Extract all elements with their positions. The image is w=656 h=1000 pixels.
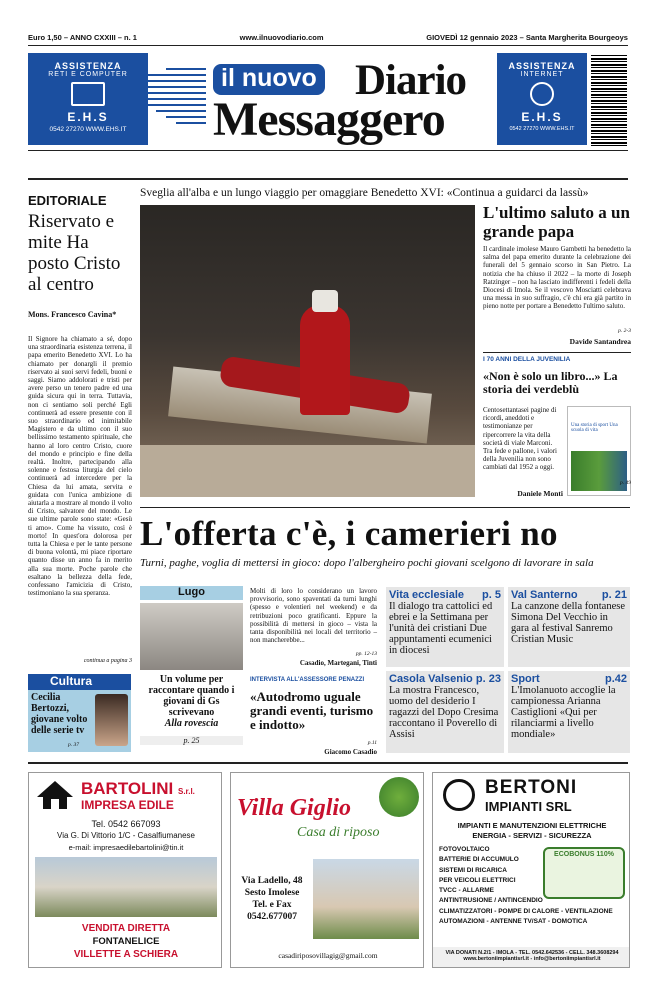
autodromo-author: Giacomo Casadio [324,748,377,756]
flower-icon [379,777,419,817]
service-item: FOTOVOLTAICO [439,846,490,853]
ad-tel: 0542.677007 [247,912,297,922]
top-story-body: Il cardinale imolese Mauro Gambetti ha benedetto la salma del papa emerito durante la celebrazione dei funerali del 5 gennaio scorso in San Pietro. La notizia che ha chiuso il 2022 – la morte di Joseph Ratzinger – non ha lasciato indifferenti i fedeli della Diocesi di Imola. Se il vescovo Mosciatti celebrava una messa in suo suffragio, c'è chi era già partito in pieno notte per portare a Benedetto l'ultimo saluto. [483,245,631,311]
box-val-santerno[interactable] [508,587,630,667]
ad-name: BERTONI [485,777,578,798]
juvenilia-kicker: I 70 ANNI DELLA JUVENILIA [483,356,571,363]
box-text: La mostra Francesco, uomo del desiderio I ragazzi del Dopo Cresima raccontano il Poverello di Assisi [389,685,499,740]
main-story-authors: Casadio, Martegani, Tinti [299,659,377,667]
barcode [591,55,627,147]
page-ref: p. 37 [68,742,79,748]
box-section: Val Santerno [511,589,578,601]
cultura-label: Cultura [28,674,131,690]
box-text: L'Imolanuoto accoglie la campionessa Arianna Castiglioni «Qui per rilanciarmi a livello mondiale» [511,685,616,740]
page-ref: p. 25 [140,736,243,745]
ad-place: FONTANELICE [92,936,160,947]
editoriale-author: Mons. Francesco Cavina* [28,310,117,319]
ad-title: ASSISTENZA [54,61,122,71]
service-item: AUTOMAZIONI - ANTENNE TV/SAT - DOMOTICA [439,918,588,926]
ehs-ad-right[interactable] [497,53,587,145]
box-section: Vita ecclesiale [389,589,465,601]
ad-subtitle: INTERNET [520,71,564,78]
divider [28,150,628,151]
editoriale-label: EDITORIALE [28,193,107,208]
top-story-author: Davide Santandrea [569,337,631,346]
box-section: Casola Valsenio [389,673,473,685]
ad-email[interactable]: casadiriposovillagig@gmail.com [278,951,378,960]
ad-name: Villa Giglio [237,795,352,821]
user-icon [530,82,554,106]
divider [28,45,628,46]
ad-tel: Tel. 0542 667093 [91,819,161,829]
box-section: Sport [511,673,540,685]
service-item: CLIMATIZZATORI - POMPE DI CALORE - VENTILAZIONE [439,907,613,915]
editoriale-title[interactable]: Riservato e mite Ha posto Cristo al centro [28,211,121,295]
masthead-diario: Diario [355,57,467,104]
main-subheadline: Turni, paghe, voglia di mettersi in gioco: dopo l'albergheiro pochi giovani scelgono di lavorare in sala [140,557,594,569]
page-ref: p. 2-3 [618,328,631,334]
ad-bertoni[interactable] [432,772,630,968]
ad-sub: IMPIANTI SRL [485,799,572,814]
editoriale-body: Il Signore ha chiamato a sé, dopo una straordinaria esistenza terrena, il papa emerito Benedetto XVI. Lo ha chiamato per donargli il premio riservato ai suoi servi fedeli, buoni e saggi. Siamo addolorati e tristi per avere perso un tenero padre ed una guida sicura qui in terra. Tuttavia, non ci sentiamo soli perché Egli continuerà ad essere presente con il suo straordinario ed inimitabile Magistero e da ultimo con il suo bellissimo testamento spirituale, che hanno al loro centro Cristo, cuore del mondo e principio e fine della realtà. Inoltre, partecipando alla solenne e festosa liturgia del cielo continuerà ad intercedere per la Chiesa da lui amata, servita e guidata con l'unica ambizione di aiutarla a mostrare al mondo il volto di Cristo, salvatore del mondo. Le sue ultime parole sono state: «Gesù ti amo». Come ha vissuto, così è morto! In quest'ora dolorosa per tutta la Chiesa e per le tante persone di buona volontà, mi piace riportare quanto disse un anno fa in merito alla sua morte. Poche parole che esaltano la bellezza della fede, confessano l'amicizia di Cristo, testimoniano la sua speranza. [28,335,132,598]
ad-villas: VILLETTE A SCHIERA [73,949,179,960]
ad-line: IMPIANTI E MANUTENZIONI ELETTRICHE [457,821,607,830]
addr-line: Sesto Imolese [244,888,300,898]
houses-photo [35,857,217,917]
date: GIOVEDÌ 12 gennaio 2023 – Santa Margherita Bourgeoys [426,33,628,42]
box-sport[interactable] [508,671,630,753]
divider [140,507,630,508]
ad-footer [433,947,630,968]
ad-sub: Casa di riposo [297,825,380,840]
box-page: p. 5 [482,589,501,601]
service-item: SISTEMI DI RICARICA [439,866,507,874]
page-ref: p. 49 [620,480,631,486]
lugo-title-italic: Alla rovescia [164,718,219,729]
juvenilia-title[interactable]: «Non è solo un libro...» La storia dei verdeblù [483,369,618,396]
box-text: Il dialogo tra cattolici ed ebrei e la Settimana per l'unità dei cristiani Due appuntamenti ecumenici in diocesi [389,601,493,656]
divider [483,352,631,353]
cultura-box[interactable] [28,690,131,752]
box-casola-valsenio[interactable] [386,671,504,753]
computer-icon [71,82,105,106]
box-text: La canzone della fontanese Simona Del Vecchio in gara al festival Sanremo Cristian Music [511,601,625,645]
box-page: p.42 [604,673,627,685]
building-photo [313,859,419,939]
bertoni-logo-icon [443,779,475,811]
service-item: ANTINTRUSIONE / ANTINCENDIO [439,897,543,905]
portrait-photo [95,694,128,746]
top-info-bar [28,33,628,42]
box-vita-ecclesiale[interactable] [386,587,504,667]
ad-sub: IMPRESA EDILE [81,798,174,812]
badge-text: ECOBONUS 110% [554,851,614,858]
page-ref: pp. 12-13 [355,651,377,657]
masthead-il-nuovo: il nuovo [213,64,325,95]
box-page: p. 23 [475,673,501,685]
ad-subtitle: RETI E COMPUTER [48,71,128,78]
addr-line: Tel. e Fax [252,900,292,910]
ad-address: VIA DONATI N.2/1 - IMOLA - TEL. 0542.642536 - CELL. 348.3608294 [445,950,619,956]
ad-villa-giglio[interactable] [230,772,424,968]
lugo-label: Lugo [140,586,243,600]
ad-logo: E.H.S [67,110,109,124]
funeral-photo[interactable] [140,205,475,497]
ad-phone: 0542 27270 WWW.EHS.IT [49,126,127,133]
masthead-messaggero: Messaggero [213,93,445,146]
divider [28,178,628,180]
ad-email[interactable]: e-mail: impresaedilebartolini@tin.it [68,843,184,852]
lugo-title-text: Un volume per raccontare quando i giovani di Gs scrivevano [148,674,235,718]
juvenilia-body: Centosettantasei pagine di ricordi, aneddoti e testimonianze per ripercorrere la vita della società di viale Marconi. Tra fede e pallone, i valori della Juvenilia non sono cambiati dal 1952 a oggi. [483,406,557,472]
ad-line: ENERGIA - SERVIZI - SICUREZZA [472,831,592,840]
top-story-kicker: Sveglia all'alba e un lungo viaggio per omaggiare Benedetto XVI: «Continua a guidarci da lassù» [140,187,589,199]
main-story-body: Molti di loro lo considerano un lavoro provvisorio, sono spaventati da turni lunghi (spesso e volentieri nel weekend) e da retribuzioni poco gratificanti. Eppure la possibilità di mettersi in gioco – vista la tanta disponibilità nei locali del territorio – non mancherebbe... [250,587,377,645]
ad-srl: S.r.l. [177,787,195,796]
book-cover-text: Una storia di sport Una scuola di vita [571,423,618,433]
juvenilia-author: Daniele Monti [517,489,563,498]
ad-name: BARTOLINI [81,779,174,798]
main-headline[interactable]: L'offerta c'è, i camerieri no [140,514,558,553]
continue-link[interactable]: continua a pagina 3 [83,658,132,664]
divider [28,762,628,764]
top-story-headline[interactable]: L'ultimo saluto a un grande papa [483,203,630,241]
service-item: TVCC - ALLARME [439,887,495,895]
ad-address [237,875,307,923]
ad-sale: VENDITA DIRETTA [81,923,171,934]
page-ref: p.11 [367,740,377,746]
addr-line: Via Ladello, 48 [241,876,303,886]
house-icon [35,779,75,811]
service-item: PER VEICOLI ELETTRICI [439,876,516,884]
ecobonus-badge [543,847,625,899]
ad-logo: E.H.S [521,110,563,124]
masthead-lines [128,68,206,138]
box-page: p. 21 [601,589,627,601]
price-issue: Euro 1,50 – ANNO CXXIII – n. 1 [28,33,137,42]
ad-phone: 0542 27270 WWW.EHS.IT [509,126,575,132]
autodromo-kicker: INTERVISTA ALL'ASSESSORE PENAZZI [250,677,365,683]
lugo-title[interactable] [140,674,243,729]
ad-title: ASSISTENZA [508,61,576,71]
autodromo-title[interactable]: «Autodromo uguale grandi eventi, turismo e indotto» [250,689,374,732]
lugo-photo[interactable] [140,603,243,670]
website[interactable]: www.ilnuovodiario.com [239,33,324,42]
cultura-text: Cecilia Bertozzi, giovane volto delle serie tv [31,692,88,736]
service-item: BATTERIE DI ACCUMULO [439,856,519,864]
ad-web[interactable]: www.bertoniimpiantisrl.it - info@bertoniimpiantisrl.it [463,956,601,962]
ad-bartolini[interactable] [28,772,222,968]
ad-address: Via G. Di Vittorio 1/C - Casalfiumanese [57,831,195,840]
